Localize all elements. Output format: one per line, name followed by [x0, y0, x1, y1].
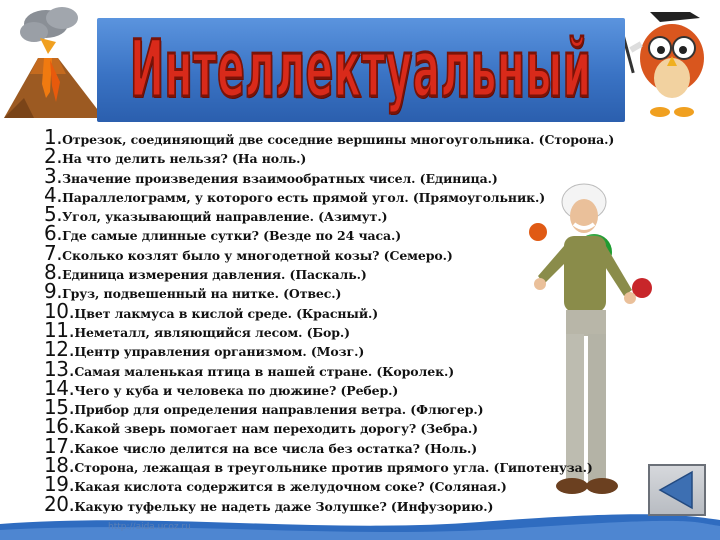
question-number: 17.	[44, 433, 75, 458]
question-text: Какую туфельку не надеть даже Золушке? (Инфузорию.)	[74, 498, 494, 514]
back-arrow-icon	[650, 466, 704, 514]
question-number: 16.	[44, 414, 75, 439]
question-number: 14.	[44, 375, 75, 400]
question-text: Сторона, лежащая в треугольнике против прямого угла. (Гипотенуза.)	[74, 460, 593, 476]
site-url: http://aida.ucoz.ru	[108, 522, 191, 532]
question-text: Где самые длинные сутки? (Везде по 24 часа.)	[62, 228, 402, 244]
question-number: 13.	[44, 356, 75, 381]
list-item	[44, 472, 644, 497]
question-text: Единица измерения давления. (Паскаль.)	[62, 267, 367, 283]
list-item	[44, 356, 644, 381]
question-text: Какое число делится на все числа без остатка? (Ноль.)	[74, 440, 478, 456]
list-item	[44, 202, 644, 227]
question-text: Чего у куба и человека по дюжине? (Ребер.)	[74, 382, 399, 398]
question-text: На что делить нельзя? (На ноль.)	[62, 151, 307, 167]
list-item	[44, 337, 644, 362]
question-text: Какой зверь помогает нам переходить дорогу? (Зебра.)	[74, 421, 478, 437]
list-item	[44, 240, 644, 265]
question-text: Самая маленькая птица в нашей стране. (Королек.)	[74, 363, 455, 379]
question-text: Прибор для определения направления ветра. (Флюгер.)	[74, 402, 484, 418]
question-number: 11.	[44, 317, 75, 342]
question-number: 20.	[44, 491, 75, 516]
question-list	[44, 125, 644, 516]
back-button[interactable]	[648, 464, 706, 516]
list-item	[44, 163, 644, 188]
question-number: 15.	[44, 395, 75, 420]
list-item	[44, 375, 644, 400]
question-text: Центр управления организмом. (Мозг.)	[74, 344, 365, 360]
question-text: Какая кислота содержится в желудочном соке? (Соляная.)	[74, 479, 507, 495]
list-item	[44, 491, 644, 516]
question-number: 1.	[44, 125, 63, 149]
question-number: 10.	[44, 298, 75, 323]
question-number: 19.	[44, 472, 75, 497]
question-number: 18.	[44, 453, 75, 478]
question-text: Угол, указывающий направление. (Азимут.)	[62, 209, 388, 225]
owl-professor-icon	[620, 4, 718, 120]
list-item	[44, 453, 644, 478]
list-item	[44, 298, 644, 323]
list-item	[44, 433, 644, 458]
question-text: Цвет лакмуса в кислой среде. (Красный.)	[74, 305, 379, 321]
list-item	[44, 317, 644, 342]
question-text: Неметалл, являющийся лесом. (Бор.)	[74, 324, 350, 340]
question-number: 12.	[44, 337, 75, 362]
title-banner	[97, 18, 625, 122]
question-number: 5.	[44, 202, 63, 227]
question-number: 4.	[44, 182, 63, 207]
question-number: 3.	[44, 163, 63, 188]
question-number: 7.	[44, 240, 63, 265]
list-item	[44, 144, 644, 169]
question-text: Значение произведения взаимообратных чисел. (Единица.)	[62, 170, 498, 186]
question-number: 8.	[44, 260, 63, 285]
question-number: 9.	[44, 279, 63, 304]
question-text: Сколько козлят было у многодетной козы? (Семеро.)	[62, 247, 453, 263]
question-text: Груз, подвешенный на нитке. (Отвес.)	[62, 286, 342, 302]
question-text: Параллелограмм, у которого есть прямой угол. (Прямоугольник.)	[62, 189, 546, 205]
list-item	[44, 279, 644, 304]
list-item	[44, 260, 644, 285]
volcano-icon	[0, 2, 110, 122]
question-number: 6.	[44, 221, 63, 246]
list-item	[44, 125, 644, 149]
list-item	[44, 221, 644, 246]
list-item	[44, 395, 644, 420]
question-text: Отрезок, соединяющий две соседние вершины многоугольника. (Сторона.)	[62, 132, 615, 147]
question-number: 2.	[44, 144, 63, 169]
list-item	[44, 182, 644, 207]
page-title: Интеллектуальный	[130, 25, 592, 115]
list-item	[44, 414, 644, 439]
